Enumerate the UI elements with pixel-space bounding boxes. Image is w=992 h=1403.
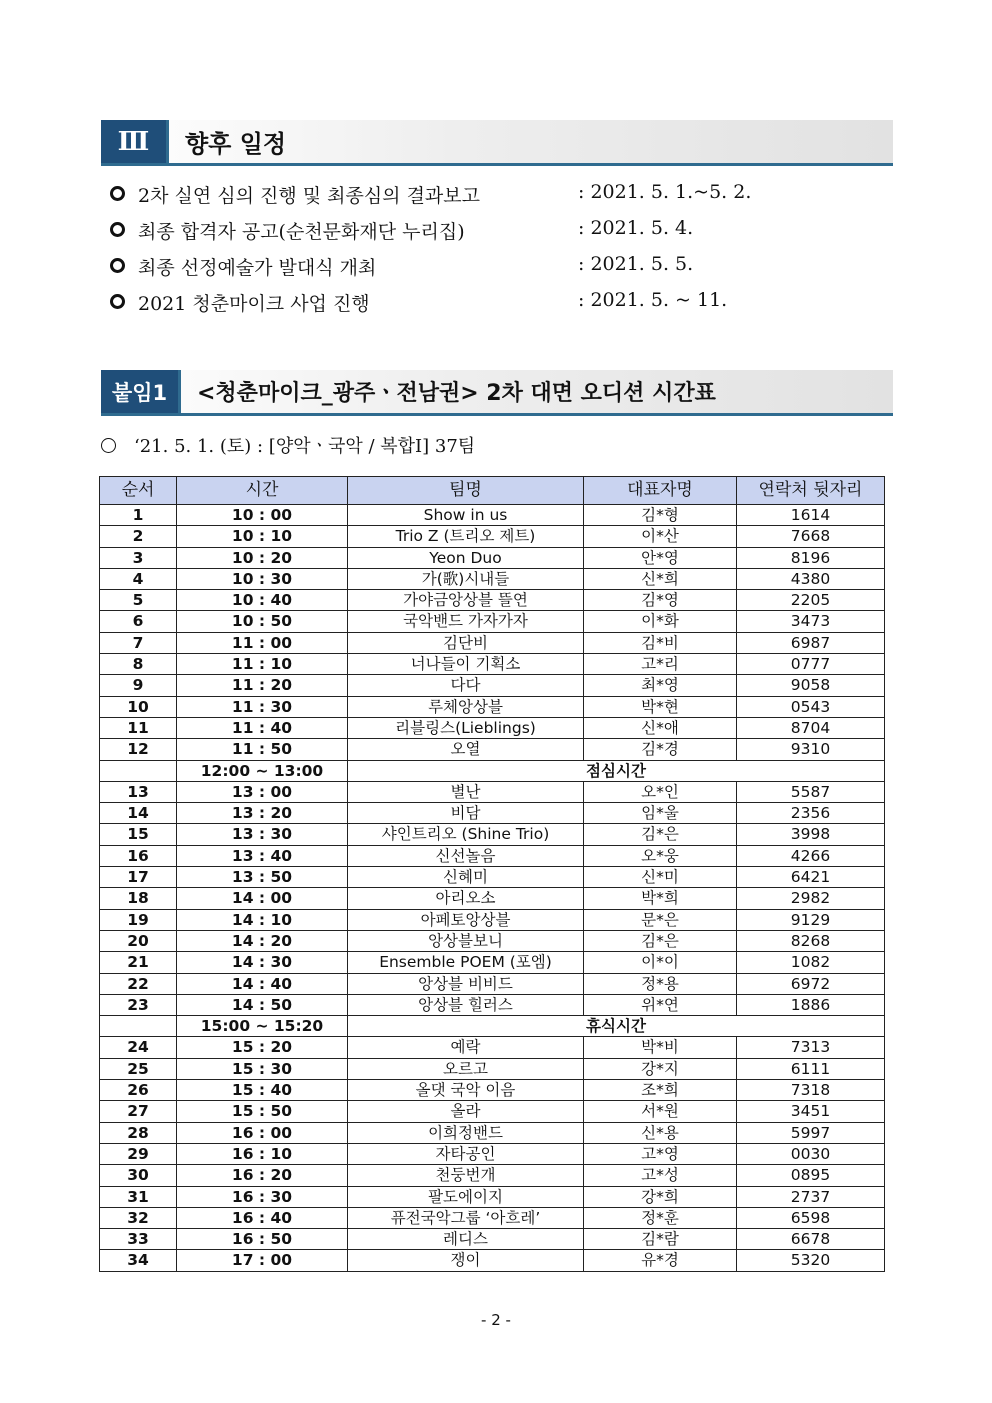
time-cell: 11 : 40 [177,717,348,738]
representative-cell: 신*애 [584,717,737,738]
order-cell: 15 [100,824,177,845]
order-cell: 3 [100,547,177,568]
break-row [100,760,885,781]
circle-bullet-icon [110,258,125,273]
representative-cell: 박*희 [584,888,737,909]
table-row [100,994,885,1015]
time-cell: 16 : 40 [177,1207,348,1228]
order-cell: 1 [100,505,177,526]
schedule-item [110,284,810,320]
time-cell: 14 : 40 [177,973,348,994]
order-cell: 10 [100,696,177,717]
time-cell: 15 : 30 [177,1058,348,1079]
team-cell: Trio Z (트리오 제트) [348,526,584,547]
representative-cell: 안*영 [584,547,737,568]
circle-bullet-icon [110,294,125,309]
break-label-cell: 점심시간 [348,760,885,781]
table-row [100,739,885,760]
representative-cell: 김*경 [584,739,737,760]
schedule-item [110,176,810,212]
schedule-date: : 2021. 5. 1.~5. 2. [578,181,752,203]
team-cell: 루체앙상블 [348,696,584,717]
section-header-future-schedule [101,120,893,166]
time-cell: 16 : 20 [177,1165,348,1186]
header-phone-suffix: 연락처 뒷자리 [737,477,885,505]
team-cell: 앙상블 힐러스 [348,994,584,1015]
table-row [100,1207,885,1228]
time-cell: 10 : 00 [177,505,348,526]
table-row [100,654,885,675]
representative-cell: 오*인 [584,781,737,802]
team-cell: 올댓 국악 이음 [348,1080,584,1101]
table-body [100,505,885,1272]
phone-cell: 8196 [737,547,885,568]
table-row [100,973,885,994]
header-team: 팀명 [348,477,584,505]
team-cell: 올라 [348,1101,584,1122]
team-cell: 샤인트리오 (Shine Trio) [348,824,584,845]
representative-cell: 강*희 [584,1186,737,1207]
time-cell: 11 : 00 [177,632,348,653]
phone-cell: 6972 [737,973,885,994]
time-cell: 13 : 30 [177,824,348,845]
order-cell: 9 [100,675,177,696]
phone-cell: 1614 [737,505,885,526]
schedule-date: : 2021. 5. ~ 11. [578,289,728,311]
phone-cell: 3451 [737,1101,885,1122]
time-cell: 13 : 40 [177,845,348,866]
order-cell: 32 [100,1207,177,1228]
representative-cell: 문*은 [584,909,737,930]
time-cell: 11 : 20 [177,675,348,696]
representative-cell: 고*리 [584,654,737,675]
team-cell: 천둥번개 [348,1165,584,1186]
hollow-circle-icon [101,438,116,453]
phone-cell: 6598 [737,1207,885,1228]
table-row [100,505,885,526]
team-cell: 예락 [348,1037,584,1058]
phone-cell: 3473 [737,611,885,632]
schedule-item [110,248,810,284]
schedule-task: 최종 선정예술가 발대식 개최 [138,257,377,279]
order-cell: 2 [100,526,177,547]
phone-cell: 7313 [737,1037,885,1058]
team-cell: 김단비 [348,632,584,653]
break-empty-cell [100,1016,177,1037]
table-row [100,803,885,824]
representative-cell: 김*비 [584,632,737,653]
page-number: - 2 - [481,1311,511,1329]
order-cell: 14 [100,803,177,824]
phone-cell: 7668 [737,526,885,547]
phone-cell: 2356 [737,803,885,824]
phone-cell: 5320 [737,1250,885,1271]
team-cell: 국악밴드 가자가자 [348,611,584,632]
representative-cell: 김*형 [584,505,737,526]
schedule-task: 최종 합격자 공고(순천문화재단 누리집) [138,221,465,243]
phone-cell: 8704 [737,717,885,738]
audition-timetable [99,476,885,1272]
table-row [100,930,885,951]
representative-cell: 이*산 [584,526,737,547]
schedule-list [110,176,810,320]
header-representative: 대표자명 [584,477,737,505]
phone-cell: 2982 [737,888,885,909]
team-cell: 팔도에이지 [348,1186,584,1207]
time-cell: 16 : 50 [177,1229,348,1250]
team-cell: 너나들이 기획소 [348,654,584,675]
representative-cell: 김*영 [584,590,737,611]
representative-cell: 신*희 [584,568,737,589]
table-row [100,952,885,973]
order-cell: 17 [100,867,177,888]
representative-cell: 위*연 [584,994,737,1015]
order-cell: 25 [100,1058,177,1079]
table-row [100,632,885,653]
order-cell: 18 [100,888,177,909]
team-cell: 신혜미 [348,867,584,888]
table-row [100,568,885,589]
time-cell: 10 : 20 [177,547,348,568]
time-cell: 13 : 50 [177,867,348,888]
time-cell: 15 : 50 [177,1101,348,1122]
table-row [100,1122,885,1143]
time-cell: 15 : 20 [177,1037,348,1058]
table-row [100,1101,885,1122]
order-cell: 27 [100,1101,177,1122]
time-cell: 10 : 50 [177,611,348,632]
representative-cell: 이*이 [584,952,737,973]
order-cell: 28 [100,1122,177,1143]
order-cell: 19 [100,909,177,930]
time-cell: 14 : 10 [177,909,348,930]
attachment-header [101,370,893,416]
order-cell: 30 [100,1165,177,1186]
phone-cell: 8268 [737,930,885,951]
phone-cell: 2205 [737,590,885,611]
team-cell: 가(歌)시내들 [348,568,584,589]
representative-cell: 김*람 [584,1229,737,1250]
time-cell: 17 : 00 [177,1250,348,1271]
table-row [100,1080,885,1101]
order-cell: 23 [100,994,177,1015]
team-cell: 신선놀음 [348,845,584,866]
table-row [100,696,885,717]
table-row [100,909,885,930]
break-label-cell: 휴식시간 [348,1016,885,1037]
table-row [100,1058,885,1079]
phone-cell: 6678 [737,1229,885,1250]
time-cell: 14 : 50 [177,994,348,1015]
team-cell: 레디스 [348,1229,584,1250]
team-cell: 쟁이 [348,1250,584,1271]
team-cell: 비담 [348,803,584,824]
phone-cell: 5997 [737,1122,885,1143]
representative-cell: 강*지 [584,1058,737,1079]
time-cell: 16 : 30 [177,1186,348,1207]
order-cell: 26 [100,1080,177,1101]
phone-cell: 0030 [737,1143,885,1164]
audition-date-text: ‘21. 5. 1. (토) : [양악ㆍ국악 / 복합Ⅰ] 37팀 [134,436,476,457]
table-row [100,1250,885,1271]
time-cell: 15 : 40 [177,1080,348,1101]
team-cell: 리블링스(Lieblings) [348,717,584,738]
time-cell: 14 : 20 [177,930,348,951]
phone-cell: 3998 [737,824,885,845]
representative-cell: 박*비 [584,1037,737,1058]
phone-cell: 0895 [737,1165,885,1186]
order-cell: 20 [100,930,177,951]
table-row [100,675,885,696]
phone-cell: 2737 [737,1186,885,1207]
time-cell: 14 : 30 [177,952,348,973]
header-time: 시간 [177,477,348,505]
phone-cell: 1886 [737,994,885,1015]
time-cell: 13 : 00 [177,781,348,802]
time-cell: 11 : 10 [177,654,348,675]
order-cell: 31 [100,1186,177,1207]
phone-cell: 6421 [737,867,885,888]
team-cell: 이희정밴드 [348,1122,584,1143]
order-cell: 5 [100,590,177,611]
team-cell: 앙상블 비비드 [348,973,584,994]
order-cell: 16 [100,845,177,866]
schedule-task: 2021 청춘마이크 사업 진행 [138,293,370,315]
table-row [100,611,885,632]
time-cell: 11 : 30 [177,696,348,717]
phone-cell: 0777 [737,654,885,675]
phone-cell: 6987 [737,632,885,653]
team-cell: 다다 [348,675,584,696]
team-cell: 아페토앙상블 [348,909,584,930]
time-cell: 14 : 00 [177,888,348,909]
table-row [100,1165,885,1186]
header-order: 순서 [100,477,177,505]
table-row [100,717,885,738]
phone-cell: 9058 [737,675,885,696]
order-cell: 34 [100,1250,177,1271]
order-cell: 6 [100,611,177,632]
phone-cell: 4266 [737,845,885,866]
time-cell: 16 : 00 [177,1122,348,1143]
time-cell: 10 : 40 [177,590,348,611]
break-time-cell: 15:00 ~ 15:20 [177,1016,348,1037]
table-row [100,1186,885,1207]
order-cell: 29 [100,1143,177,1164]
representative-cell: 최*영 [584,675,737,696]
schedule-item [110,212,810,248]
section-title: 향후 일정 [185,130,287,158]
table-row [100,781,885,802]
representative-cell: 고*영 [584,1143,737,1164]
team-cell: Yeon Duo [348,547,584,568]
team-cell: Ensemble POEM (포엠) [348,952,584,973]
team-cell: 앙상블보니 [348,930,584,951]
representative-cell: 오*웅 [584,845,737,866]
representative-cell: 박*현 [584,696,737,717]
representative-cell: 조*희 [584,1080,737,1101]
time-cell: 13 : 20 [177,803,348,824]
section-numeral-badge: Ⅲ [101,120,169,163]
attachment-title: <청춘마이크_광주ㆍ전남권> 2차 대면 오디션 시간표 [197,381,716,406]
representative-cell: 이*화 [584,611,737,632]
representative-cell: 고*성 [584,1165,737,1186]
order-cell: 24 [100,1037,177,1058]
table-row [100,1037,885,1058]
phone-cell: 6111 [737,1058,885,1079]
representative-cell: 정*훈 [584,1207,737,1228]
time-cell: 10 : 30 [177,568,348,589]
audition-date-line [101,432,475,458]
order-cell: 11 [100,717,177,738]
team-cell: 오르고 [348,1058,584,1079]
table-row [100,867,885,888]
time-cell: 10 : 10 [177,526,348,547]
order-cell: 21 [100,952,177,973]
phone-cell: 4380 [737,568,885,589]
table-row [100,1143,885,1164]
break-empty-cell [100,760,177,781]
table-row [100,824,885,845]
representative-cell: 임*울 [584,803,737,824]
representative-cell: 신*용 [584,1122,737,1143]
order-cell: 13 [100,781,177,802]
phone-cell: 5587 [737,781,885,802]
table-row [100,888,885,909]
table-row [100,547,885,568]
representative-cell: 서*원 [584,1101,737,1122]
schedule-date: : 2021. 5. 5. [578,253,694,275]
schedule-task: 2차 실연 심의 진행 및 최종심의 결과보고 [138,185,480,207]
phone-cell: 9310 [737,739,885,760]
order-cell: 8 [100,654,177,675]
team-cell: 별난 [348,781,584,802]
phone-cell: 1082 [737,952,885,973]
attachment-badge: 붙임1 [101,370,181,413]
table-row [100,845,885,866]
representative-cell: 유*경 [584,1250,737,1271]
order-cell: 4 [100,568,177,589]
phone-cell: 9129 [737,909,885,930]
team-cell: 자타공인 [348,1143,584,1164]
team-cell: 오열 [348,739,584,760]
table-row [100,526,885,547]
order-cell: 22 [100,973,177,994]
time-cell: 16 : 10 [177,1143,348,1164]
schedule-date: : 2021. 5. 4. [578,217,694,239]
phone-cell: 0543 [737,696,885,717]
time-cell: 11 : 50 [177,739,348,760]
table-header-row [100,477,885,505]
team-cell: 아리오소 [348,888,584,909]
order-cell: 33 [100,1229,177,1250]
representative-cell: 김*은 [584,824,737,845]
circle-bullet-icon [110,222,125,237]
order-cell: 12 [100,739,177,760]
order-cell: 7 [100,632,177,653]
phone-cell: 7318 [737,1080,885,1101]
break-time-cell: 12:00 ~ 13:00 [177,760,348,781]
table-row [100,590,885,611]
representative-cell: 정*용 [584,973,737,994]
team-cell: 퓨전국악그룹 ‘아흐레’ [348,1207,584,1228]
representative-cell: 신*미 [584,867,737,888]
team-cell: Show in us [348,505,584,526]
circle-bullet-icon [110,186,125,201]
break-row [100,1016,885,1037]
representative-cell: 김*은 [584,930,737,951]
table-row [100,1229,885,1250]
team-cell: 가야금앙상블 뜰연 [348,590,584,611]
